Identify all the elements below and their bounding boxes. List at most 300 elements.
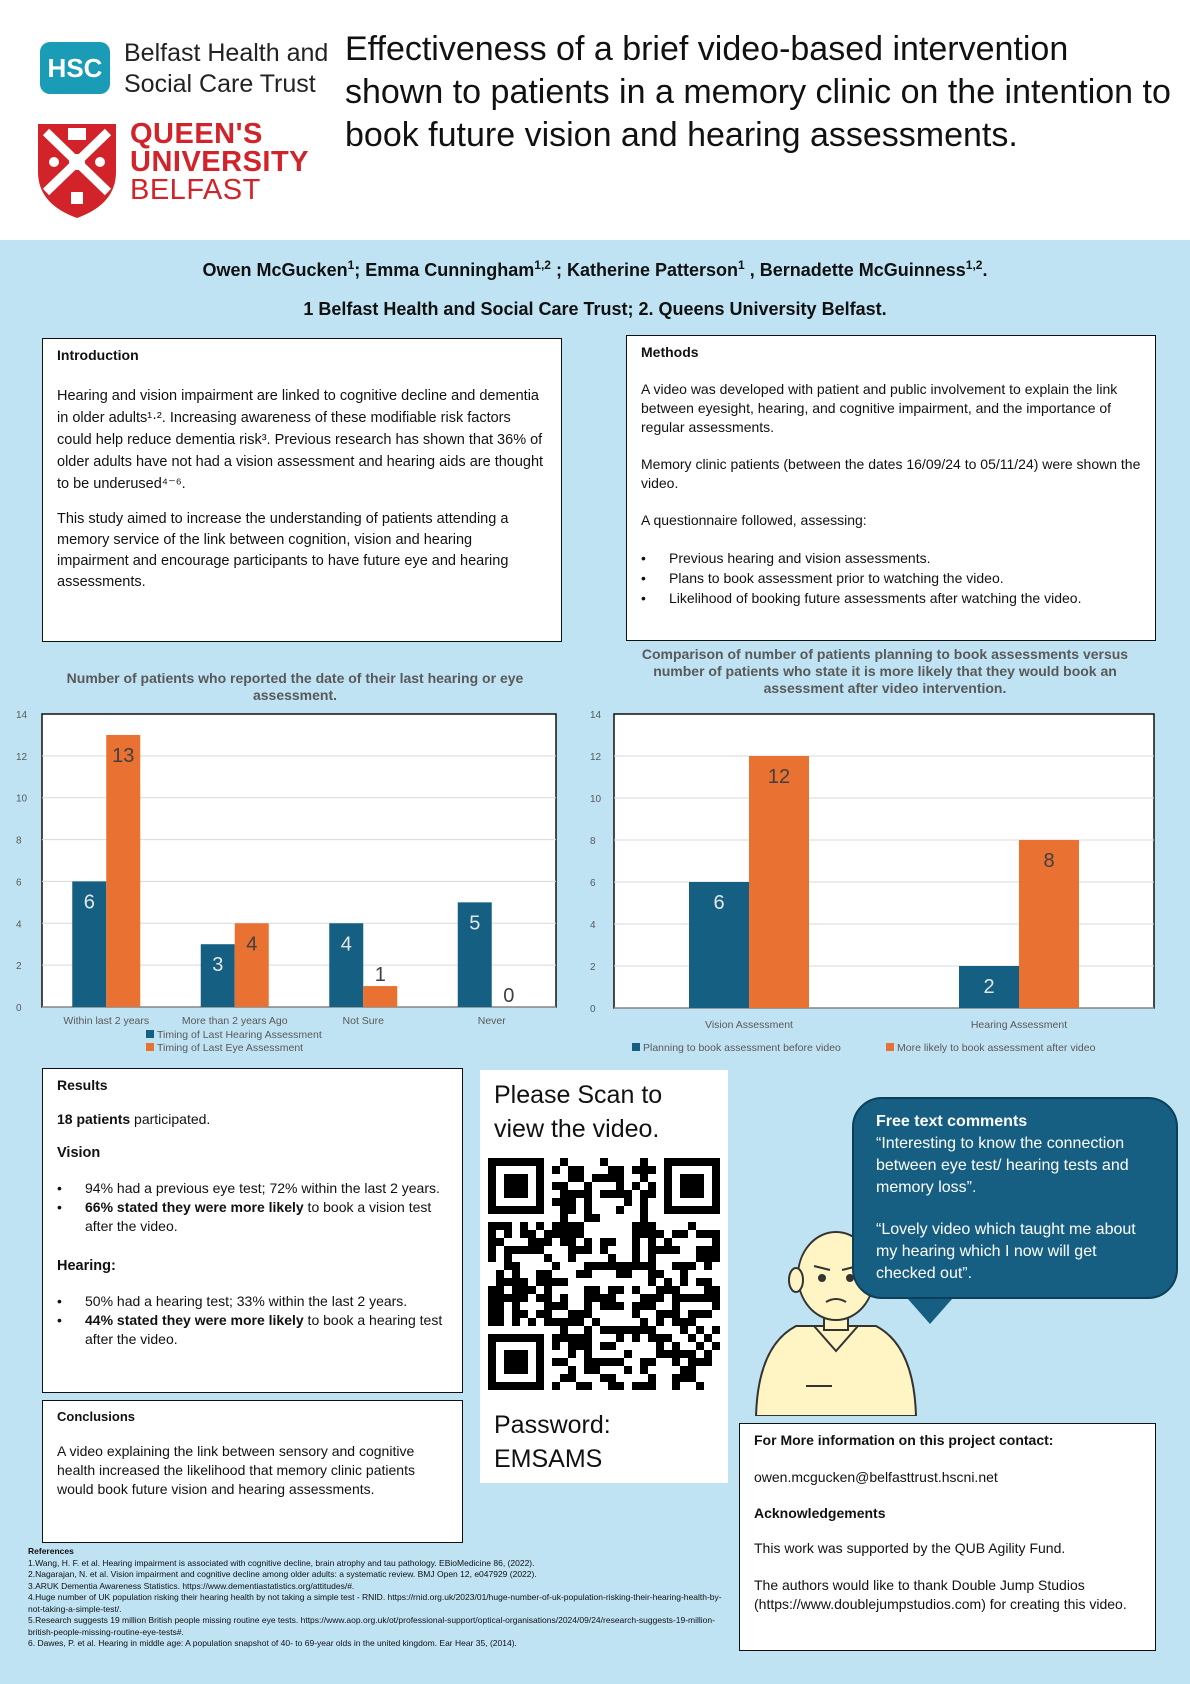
qr-module bbox=[584, 1246, 592, 1254]
qr-module bbox=[616, 1262, 624, 1270]
qr-module bbox=[608, 1190, 616, 1198]
qr-module bbox=[640, 1214, 648, 1222]
qr-module bbox=[648, 1358, 656, 1366]
qr-module bbox=[616, 1302, 624, 1310]
qr-module bbox=[672, 1286, 680, 1294]
qr-module bbox=[512, 1246, 520, 1254]
qr-module bbox=[680, 1374, 688, 1382]
qr-module bbox=[528, 1318, 536, 1326]
qr-module bbox=[488, 1294, 496, 1302]
qr-module bbox=[688, 1310, 696, 1318]
hearing-list-item bbox=[57, 1311, 448, 1349]
qr-module bbox=[664, 1246, 672, 1254]
hsc-logo: HSC bbox=[40, 42, 110, 94]
qr-module bbox=[600, 1326, 608, 1334]
reference-item: 3.ARUK Dementia Awareness Statistics. https://www.dementiastatistics.org/attitudes/#. bbox=[28, 1580, 355, 1591]
qr-module bbox=[640, 1294, 648, 1302]
author-4: , Bernadette McGuinness bbox=[744, 260, 966, 280]
qr-module bbox=[640, 1222, 648, 1230]
category-label: Never bbox=[477, 1015, 506, 1027]
qr-module bbox=[576, 1246, 584, 1254]
data-label: 1 bbox=[374, 964, 386, 987]
qr-module bbox=[688, 1294, 696, 1302]
qr-module bbox=[568, 1230, 576, 1238]
data-label: 5 bbox=[469, 912, 481, 935]
qr-module bbox=[576, 1382, 584, 1390]
qr-module bbox=[704, 1294, 712, 1302]
qr-module bbox=[656, 1334, 664, 1342]
qr-module bbox=[648, 1302, 656, 1310]
qr-module bbox=[544, 1302, 552, 1310]
legend-swatch bbox=[632, 1043, 640, 1051]
qr-module bbox=[576, 1318, 584, 1326]
results-participants bbox=[57, 1111, 448, 1127]
qr-module bbox=[496, 1294, 504, 1302]
qr-module bbox=[600, 1342, 608, 1350]
qr-code-icon[interactable] bbox=[488, 1158, 720, 1390]
legend-swatch bbox=[146, 1043, 154, 1051]
qub-name bbox=[130, 120, 320, 204]
qr-module bbox=[672, 1374, 680, 1382]
qr-module bbox=[712, 1230, 720, 1238]
reference-item: 5.Research suggests 19 million British people missing routine eye tests. https://www.aop.org.uk/ot/professional-support/optical-organisations/2024/09/24/research-suggests-19-million-british-people-missing-routine-eye-tests#. bbox=[28, 1615, 715, 1637]
methods-list-item: • Likelihood of booking future assessments after watching the video. bbox=[641, 588, 1141, 608]
qr-module bbox=[600, 1158, 608, 1166]
qr-module bbox=[560, 1230, 568, 1238]
qr-module bbox=[560, 1190, 568, 1198]
qr-module bbox=[616, 1334, 624, 1342]
qr-module bbox=[600, 1374, 608, 1382]
author-4-affil: 1,2 bbox=[965, 258, 983, 272]
qr-module bbox=[616, 1206, 624, 1214]
qr-module bbox=[656, 1246, 664, 1254]
qr-module bbox=[568, 1254, 576, 1262]
qr-module bbox=[632, 1166, 640, 1174]
qr-module bbox=[592, 1262, 600, 1270]
qr-module bbox=[648, 1294, 656, 1302]
qr-module bbox=[584, 1206, 592, 1214]
qr-module bbox=[568, 1366, 576, 1374]
qr-module bbox=[584, 1294, 592, 1302]
qr-module bbox=[616, 1382, 624, 1390]
qr-module bbox=[688, 1366, 696, 1374]
legend-label: Timing of Last Hearing Assessment bbox=[157, 1029, 322, 1041]
qr-module bbox=[568, 1318, 576, 1326]
qr-module bbox=[544, 1294, 552, 1302]
qr-module bbox=[640, 1262, 648, 1270]
methods-paragraph-3: A questionnaire followed, assessing: bbox=[641, 512, 867, 528]
methods-list bbox=[641, 548, 1141, 608]
hearing-highlight: 44% stated they were more likely bbox=[85, 1312, 304, 1328]
qr-module bbox=[528, 1246, 536, 1254]
qr-module bbox=[600, 1190, 608, 1198]
methods-box bbox=[626, 335, 1156, 641]
qr-module bbox=[640, 1382, 648, 1390]
category-label: Not Sure bbox=[342, 1015, 384, 1027]
contact-heading: For More information on this project contact: bbox=[754, 1432, 1054, 1448]
qr-module bbox=[496, 1270, 504, 1278]
author-3: ; Katherine Patterson bbox=[550, 260, 739, 280]
qr-module bbox=[624, 1198, 632, 1206]
comment-1: “Interesting to know the connection between eye test/ hearing tests and memory loss”. bbox=[876, 1135, 1129, 1196]
qr-module bbox=[520, 1222, 528, 1230]
qr-module bbox=[696, 1342, 704, 1350]
qr-module bbox=[712, 1302, 720, 1310]
qr-module bbox=[576, 1222, 584, 1230]
qr-module bbox=[648, 1230, 656, 1238]
qr-module bbox=[704, 1310, 712, 1318]
y-tick-label: 6 bbox=[590, 878, 596, 889]
qr-module bbox=[600, 1262, 608, 1270]
qr-module bbox=[648, 1382, 656, 1390]
qr-module bbox=[704, 1350, 712, 1358]
password-value: EMSAMS bbox=[494, 1445, 603, 1473]
qr-module bbox=[576, 1174, 584, 1182]
qr-module bbox=[552, 1358, 560, 1366]
qr-module bbox=[584, 1382, 592, 1390]
qr-module bbox=[608, 1174, 616, 1182]
data-label: 6 bbox=[713, 892, 725, 914]
password-label: Password: bbox=[494, 1411, 611, 1439]
category-label: Vision Assessment bbox=[705, 1019, 793, 1031]
qr-module bbox=[648, 1182, 656, 1190]
qr-module bbox=[488, 1286, 496, 1294]
vision-list bbox=[57, 1179, 448, 1236]
qr-module bbox=[688, 1318, 696, 1326]
qr-module bbox=[648, 1270, 656, 1278]
qr-module bbox=[584, 1334, 592, 1342]
author-1: Owen McGucken bbox=[202, 260, 348, 280]
y-tick-label: 12 bbox=[590, 752, 602, 763]
qr-module bbox=[664, 1286, 672, 1294]
qr-module bbox=[536, 1238, 544, 1246]
qr-module bbox=[504, 1278, 512, 1286]
qr-module bbox=[624, 1190, 632, 1198]
qr-module bbox=[584, 1326, 592, 1334]
hearing-highlight-rest: to book a hearing test after the video. bbox=[85, 1312, 443, 1347]
qr-module bbox=[576, 1310, 584, 1318]
qr-module bbox=[600, 1246, 608, 1254]
legend-label: Timing of Last Eye Assessment bbox=[157, 1042, 304, 1054]
chart-1-title: Number of patients who reported the date of their last hearing or eye assessment. bbox=[66, 670, 524, 703]
qr-module bbox=[704, 1246, 712, 1254]
qr-module bbox=[504, 1294, 512, 1302]
qr-module bbox=[648, 1166, 656, 1174]
qr-module bbox=[624, 1270, 632, 1278]
qr-module bbox=[608, 1294, 616, 1302]
qr-module bbox=[600, 1358, 608, 1366]
qr-module bbox=[608, 1326, 616, 1334]
author-2-affil: 1,2 bbox=[534, 258, 551, 272]
qr-module bbox=[552, 1302, 560, 1310]
qr-module bbox=[504, 1230, 512, 1238]
qr-module bbox=[616, 1358, 624, 1366]
qr-module bbox=[632, 1302, 640, 1310]
qr-module bbox=[552, 1182, 560, 1190]
qr-module bbox=[576, 1342, 584, 1350]
acknowledgement-1: This work was supported by the QUB Agility Fund. bbox=[754, 1540, 1066, 1556]
hearing-list bbox=[57, 1292, 448, 1349]
qr-module bbox=[496, 1302, 504, 1310]
authors-line bbox=[0, 258, 1190, 281]
qr-module bbox=[608, 1166, 616, 1174]
qr-module bbox=[688, 1334, 696, 1342]
qr-module bbox=[488, 1254, 496, 1262]
qr-module bbox=[536, 1246, 544, 1254]
bar bbox=[749, 756, 809, 1008]
qr-module bbox=[640, 1326, 648, 1334]
qr-module bbox=[512, 1318, 520, 1326]
poster-title: Effectiveness of a brief video-based intervention shown to patients in a memory clinic on the intention to book future vision and hearing assessments. bbox=[345, 30, 1171, 154]
qr-module bbox=[608, 1358, 616, 1366]
qr-module bbox=[560, 1158, 568, 1166]
qr-module bbox=[592, 1294, 600, 1302]
qr-module bbox=[704, 1358, 712, 1366]
qr-module bbox=[608, 1254, 616, 1262]
qr-module bbox=[608, 1262, 616, 1270]
conclusions-heading: Conclusions bbox=[57, 1409, 136, 1424]
qr-module bbox=[560, 1374, 568, 1382]
qr-module bbox=[576, 1270, 584, 1278]
qr-module bbox=[520, 1310, 528, 1318]
qr-module bbox=[544, 1230, 552, 1238]
qr-module bbox=[560, 1326, 568, 1334]
qr-module bbox=[640, 1366, 648, 1374]
qr-module bbox=[696, 1294, 704, 1302]
qr-module bbox=[696, 1326, 704, 1334]
bar bbox=[363, 986, 397, 1007]
y-tick-label: 12 bbox=[16, 751, 28, 763]
contact-email[interactable]: owen.mcgucken@belfasttrust.hscni.net bbox=[754, 1469, 998, 1485]
qr-module bbox=[640, 1158, 648, 1166]
vision-list-item bbox=[57, 1198, 448, 1236]
qr-module bbox=[496, 1310, 504, 1318]
qr-module bbox=[584, 1358, 592, 1366]
author-3-affil: 1 bbox=[738, 258, 745, 272]
qr-module bbox=[704, 1254, 712, 1262]
qr-module bbox=[560, 1182, 568, 1190]
qr-module bbox=[608, 1238, 616, 1246]
qr-module bbox=[632, 1222, 640, 1230]
qr-module bbox=[568, 1334, 576, 1342]
qr-module bbox=[560, 1206, 568, 1214]
qr-module bbox=[672, 1230, 680, 1238]
category-label: Hearing Assessment bbox=[970, 1019, 1068, 1031]
vision-highlight: 66% stated they were more likely bbox=[85, 1199, 304, 1215]
qr-module bbox=[656, 1350, 664, 1358]
chart-2-title: Comparison of number of patients planning to book assessments versus number of patients who state it is more likely that they would book an assessment after video intervention. bbox=[641, 646, 1129, 696]
affiliations: 1 Belfast Health and Social Care Trust; 2. Queens University Belfast. bbox=[303, 299, 887, 319]
qr-module bbox=[520, 1294, 528, 1302]
qr-module bbox=[688, 1262, 696, 1270]
legend-swatch bbox=[146, 1030, 154, 1038]
qr-module bbox=[568, 1310, 576, 1318]
qub-name-line-2: UNIVERSITY bbox=[130, 146, 310, 178]
qr-module bbox=[600, 1174, 608, 1182]
qr-module bbox=[688, 1350, 696, 1358]
qr-module bbox=[544, 1254, 552, 1262]
qr-module bbox=[576, 1230, 584, 1238]
qr-module bbox=[672, 1302, 680, 1310]
qr-module bbox=[568, 1342, 576, 1350]
qr-module bbox=[488, 1238, 496, 1246]
qr-module bbox=[672, 1310, 680, 1318]
vision-heading: Vision bbox=[57, 1145, 101, 1161]
authors-end: . bbox=[982, 260, 988, 280]
qr-module bbox=[512, 1302, 520, 1310]
author-2: ; Emma Cunningham bbox=[354, 260, 535, 280]
qr-module bbox=[632, 1382, 640, 1390]
qr-module bbox=[584, 1182, 592, 1190]
qr-module bbox=[656, 1294, 664, 1302]
qr-module bbox=[688, 1222, 696, 1230]
data-label: 6 bbox=[83, 891, 95, 914]
qr-module bbox=[648, 1262, 656, 1270]
qr-module bbox=[552, 1198, 560, 1206]
y-tick-label: 6 bbox=[16, 877, 22, 889]
qr-module bbox=[528, 1286, 536, 1294]
qr-module bbox=[496, 1238, 504, 1246]
qr-module bbox=[568, 1174, 576, 1182]
qr-module bbox=[616, 1286, 624, 1294]
qr-module bbox=[656, 1342, 664, 1350]
qr-module bbox=[648, 1326, 656, 1334]
qr-module bbox=[488, 1302, 496, 1310]
y-tick-label: 8 bbox=[590, 836, 596, 847]
qr-module bbox=[536, 1270, 544, 1278]
qr-module bbox=[568, 1246, 576, 1254]
y-tick-label: 10 bbox=[16, 793, 28, 805]
qr-module bbox=[512, 1286, 520, 1294]
qr-module bbox=[696, 1246, 704, 1254]
comments-bubble bbox=[852, 1097, 1178, 1299]
methods-list-item: • Plans to book assessment prior to watching the video. bbox=[641, 568, 1141, 588]
qr-module bbox=[592, 1214, 600, 1222]
qr-module bbox=[496, 1222, 504, 1230]
qr-module bbox=[616, 1270, 624, 1278]
qr-module bbox=[664, 1350, 672, 1358]
qr-module bbox=[608, 1302, 616, 1310]
qr-module bbox=[640, 1230, 648, 1238]
chart-2 bbox=[580, 700, 1180, 1060]
qr-module bbox=[544, 1238, 552, 1246]
qr-module bbox=[520, 1286, 528, 1294]
qr-finder-core bbox=[504, 1350, 528, 1374]
introduction-paragraph-2: This study aimed to increase the understanding of patients attending a memory service of the link between cognition, vision and hearing impairment and encourage participants to have future eye and hearing assessments. bbox=[57, 511, 509, 590]
qr-module bbox=[488, 1318, 496, 1326]
qr-module bbox=[536, 1222, 544, 1230]
qr-module bbox=[552, 1318, 560, 1326]
qr-module bbox=[680, 1350, 688, 1358]
qr-module bbox=[632, 1286, 640, 1294]
qr-module bbox=[672, 1318, 680, 1326]
y-tick-label: 0 bbox=[16, 1003, 22, 1014]
qr-module bbox=[544, 1270, 552, 1278]
comment-2: “Lovely video which taught me about my hearing which I now will get checked out”. bbox=[876, 1221, 1136, 1282]
qr-module bbox=[680, 1294, 688, 1302]
qr-module bbox=[592, 1358, 600, 1366]
qr-module bbox=[568, 1350, 576, 1358]
data-label: 12 bbox=[767, 766, 791, 788]
qr-module bbox=[640, 1302, 648, 1310]
qr-module bbox=[520, 1278, 528, 1286]
qr-module bbox=[704, 1262, 712, 1270]
qr-module bbox=[544, 1286, 552, 1294]
qr-module bbox=[584, 1366, 592, 1374]
comments-heading: Free text comments bbox=[876, 1113, 1028, 1130]
qr-module bbox=[560, 1358, 568, 1366]
password-block bbox=[494, 1408, 714, 1476]
y-tick-label: 4 bbox=[590, 920, 596, 931]
qr-module bbox=[696, 1230, 704, 1238]
qr-module bbox=[648, 1190, 656, 1198]
qr-module bbox=[624, 1326, 632, 1334]
qr-module bbox=[656, 1230, 664, 1238]
qr-module bbox=[568, 1374, 576, 1382]
qr-module bbox=[584, 1238, 592, 1246]
qr-module bbox=[648, 1278, 656, 1286]
reference-item: 2.Nagarajan, N. et al. Vision impairment and cognitive decline among older adults: a systematic review. BMJ Open 12, e047929 (2022). bbox=[28, 1569, 537, 1579]
y-tick-label: 2 bbox=[16, 961, 22, 973]
vision-highlight-rest: to book a vision test after the video. bbox=[85, 1199, 432, 1234]
qr-finder-core bbox=[680, 1174, 704, 1198]
results-box bbox=[42, 1068, 463, 1393]
data-label: 3 bbox=[212, 954, 224, 977]
qr-module bbox=[592, 1286, 600, 1294]
qr-module bbox=[600, 1238, 608, 1246]
qr-module bbox=[608, 1286, 616, 1294]
qr-module bbox=[496, 1286, 504, 1294]
qr-module bbox=[512, 1278, 520, 1286]
y-tick-label: 4 bbox=[16, 919, 22, 931]
qr-module bbox=[560, 1334, 568, 1342]
acknowledgement-2: The authors would like to thank Double Jump Studios (https://www.doublejumpstudios.com) for creating this video. bbox=[754, 1577, 1127, 1612]
qr-module bbox=[584, 1302, 592, 1310]
qub-name-line-1: QUEEN'S bbox=[130, 118, 263, 150]
qr-module bbox=[680, 1366, 688, 1374]
qr-module bbox=[712, 1238, 720, 1246]
qr-module bbox=[576, 1166, 584, 1174]
qr-module bbox=[568, 1190, 576, 1198]
qr-module bbox=[560, 1222, 568, 1230]
qr-module bbox=[584, 1310, 592, 1318]
qr-module bbox=[544, 1310, 552, 1318]
qr-module bbox=[584, 1262, 592, 1270]
qr-module bbox=[608, 1382, 616, 1390]
introduction-box bbox=[42, 338, 562, 642]
qr-module bbox=[608, 1374, 616, 1382]
qr-module bbox=[712, 1246, 720, 1254]
qr-module bbox=[584, 1190, 592, 1198]
qr-module bbox=[544, 1278, 552, 1286]
methods-heading: Methods bbox=[641, 344, 699, 360]
data-label: 4 bbox=[246, 933, 258, 956]
reference-item: 1.Wang, H. F. et al. Hearing impairment is associated with cognitive decline, brain atrophy and tau pathology. EBioMedicine 86, (2022). bbox=[28, 1557, 535, 1568]
qr-module bbox=[632, 1254, 640, 1262]
qr-module bbox=[600, 1294, 608, 1302]
qr-module bbox=[664, 1334, 672, 1342]
qr-module bbox=[712, 1294, 720, 1302]
qr-module bbox=[696, 1358, 704, 1366]
qr-module bbox=[560, 1294, 568, 1302]
qr-module bbox=[560, 1302, 568, 1310]
qr-module bbox=[640, 1166, 648, 1174]
y-tick-label: 0 bbox=[590, 1004, 596, 1015]
qr-module bbox=[672, 1294, 680, 1302]
reference-item: 6. Dawes, P. et al. Hearing in middle age: A population snapshot of 40- to 69-year olds in the united kingdom. Ear Hear 35, (2014). bbox=[28, 1638, 517, 1648]
qr-module bbox=[616, 1166, 624, 1174]
qr-module bbox=[512, 1262, 520, 1270]
